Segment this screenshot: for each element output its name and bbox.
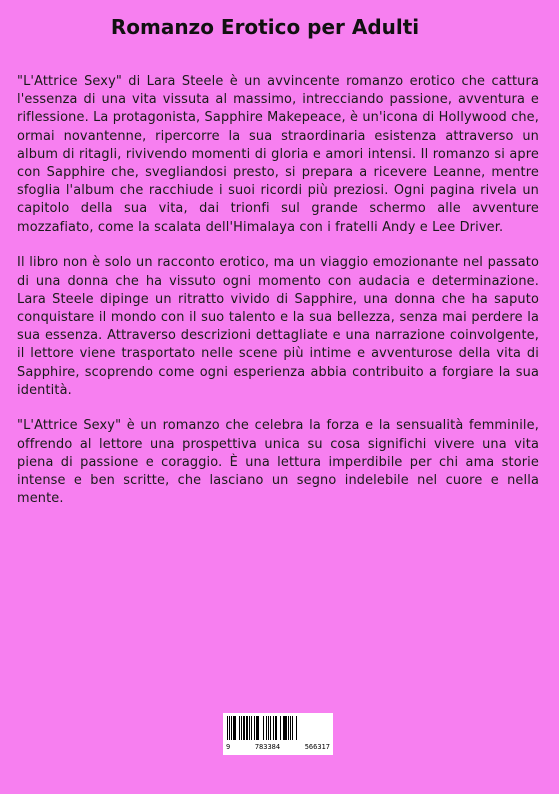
barcode-prefix: 9	[226, 743, 231, 751]
barcode-left-group: 783384	[254, 743, 281, 751]
barcode-digits	[226, 743, 330, 752]
blurb-paragraph-2: Il libro non è solo un racconto erotico, ma un viaggio emozionante nel passato di una donna che ha vissuto ogni momento con audacia e determinazione. Lara Steele dipinge un ritratto vivido di Sapphire, una donna che ha saputo conquistare il mondo con il suo talento e la sua bellezza, senza mai perdere la sua essenza. Attraverso descrizioni dettagliate e una narrazione coinvolgente, il lettore viene trasportato nelle scene più intime e avventurose della vita di Sapphire, scoprendo come ogni esperienza abbia contribuito a forgiare la sua identità.	[17, 255, 539, 398]
cover-title: Romanzo Erotico per Adulti	[110, 15, 420, 39]
blurb-paragraph-1: "L'Attrice Sexy" di Lara Steele è un avvincente romanzo erotico che cattura l'essenza di una vita vissuta al massimo, intrecciando passione, avventura e riflessione. La protagonista, Sapphire Makepeace, è un'icona di Hollywood che, ormai novantenne, ripercorre la sua straordinaria esistenza attraverso un album di ritagli, rivivendo momenti di gloria e amori intensi. Il romanzo si apre con Sapphire che, svegliandosi presto, si prepara a ricevere Leanne, mentre sfoglia l'album che racchiude i suoi ricordi più preziosi. Ogni pagina rivela un capitolo della sua vita, dai trionfi sul grande schermo alle avventure mozzafiato, come la scalata dell'Himalaya con i fratelli Andy e Lee Driver.	[17, 74, 539, 235]
blurb-text	[17, 73, 539, 526]
blurb-paragraph-3: "L'Attrice Sexy" è un romanzo che celebra la forza e la sensualità femminile, offrendo al lettore una prospettiva unica su cosa significhi vivere una vita piena di passione e coraggio. È una lettura imperdibile per chi ama storie intense e ben scritte, che lasciano un segno indelebile nel cuore e nella mente.	[17, 418, 539, 507]
barcode-bar	[297, 716, 298, 740]
barcode-bars	[227, 716, 325, 740]
isbn-barcode	[223, 713, 333, 755]
barcode-right-group: 566317	[304, 743, 330, 751]
